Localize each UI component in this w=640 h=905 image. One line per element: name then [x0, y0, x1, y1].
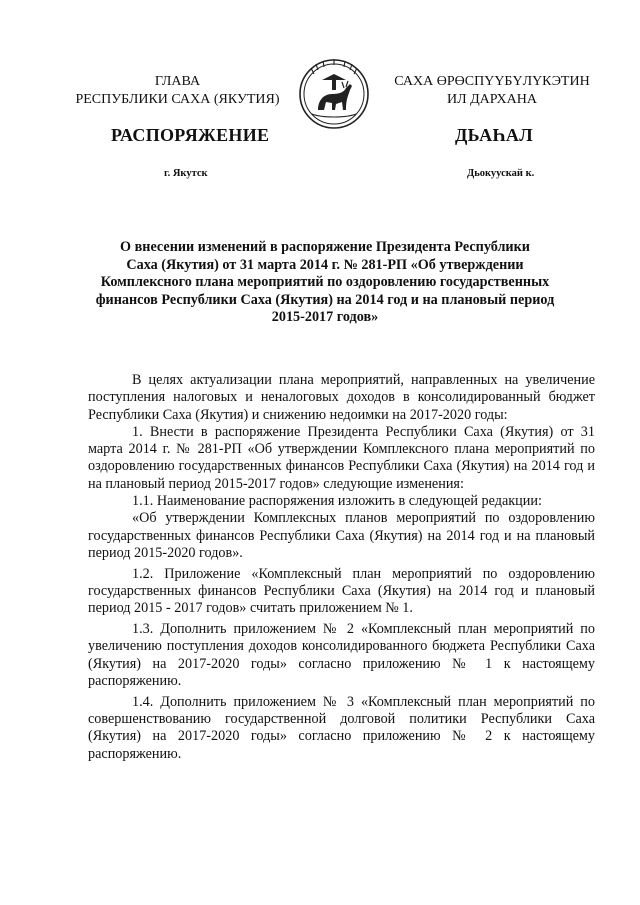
- item-1-3-paragraph: 1.3. Дополнить приложением № 2 «Комплексный план мероприятий по увеличению поступления доходов консолидированного бюджета Республики Саха (Якутия) на 2017-2020 годы» согласно приложению № 1 к настоящему распоряжению.: [88, 621, 595, 690]
- subject-line: финансов Республики Саха (Якутия) на 2014 год и на плановый период: [95, 291, 555, 308]
- subject-line: Комплексного плана мероприятий по оздоровлению государственных: [100, 274, 550, 291]
- header-left-line2: РЕСПУБЛИКИ САХА (ЯКУТИЯ): [75, 92, 280, 107]
- document-body: [88, 372, 595, 763]
- document-type-ru: РАСПОРЯЖЕНИЕ: [111, 125, 270, 145]
- item-1-1-paragraph: 1.1. Наименование распоряжения изложить в следующей редакции:: [132, 493, 542, 510]
- header-right-line1: САХА ӨРӨСПҮҮБҮЛҮКЭТИН: [394, 74, 590, 89]
- subject-line: О внесении изменений в распоряжение Президента Республики: [120, 239, 530, 255]
- item-1-1-quote-paragraph: «Об утверждении Комплексных планов мероприятий по оздоровлению государственных финансов Республики Саха (Якутия) на 2014 год и на плановый период 2015-2020 годов».: [88, 510, 595, 561]
- header-right-line2: ИЛ ДАРХАНА: [446, 92, 537, 107]
- item-1-2-paragraph: 1.2. Приложение «Комплексный план мероприятий по оздоровлению государственных финансов Республики Саха (Якутия) на 2014 год и плановый период 2015 - 2017 годов» считать приложением № 1.: [88, 565, 595, 617]
- city-sakha: Дьокуускай к.: [467, 168, 535, 179]
- header-right-block: [373, 73, 611, 109]
- city-ru: г. Якутск: [164, 168, 208, 179]
- header-left-block: [60, 73, 295, 109]
- header-left-line1: ГЛАВА: [154, 74, 201, 89]
- coat-of-arms-emblem: [298, 56, 370, 132]
- document-subject: [95, 239, 555, 327]
- subject-line: Саха (Якутия) от 31 марта 2014 г. № 281-РП «Об утверждении: [126, 256, 524, 273]
- subject-line: 2015-2017 годов»: [271, 309, 379, 326]
- item-1-paragraph: 1. Внести в распоряжение Президента Республики Саха (Якутия) от 31 марта 2014 г. № 281-РП «Об утверждении Комплексного плана мероприятий по оздоровлению государственных финансов Республики Саха (Якутия) на 2014 год и на плановый период 2015-2017 годов» следующие изменения:: [88, 423, 595, 492]
- intro-paragraph: В целях актуализации плана мероприятий, направленных на увеличение поступления налоговых и неналоговых доходов в консолидированный бюджет Республики Саха (Якутия) и снижению недоимки на 2017-2020 годы:: [88, 372, 595, 423]
- item-1-4-paragraph: 1.4. Дополнить приложением № 3 «Комплексный план мероприятий по совершенствованию государственной долговой политики Республики Саха (Якутия) на 2017-2020 годы» согласно приложению № 2 к настоящему распоряжению.: [88, 693, 595, 762]
- document-type-sakha: ДЬАҺАЛ: [455, 125, 533, 145]
